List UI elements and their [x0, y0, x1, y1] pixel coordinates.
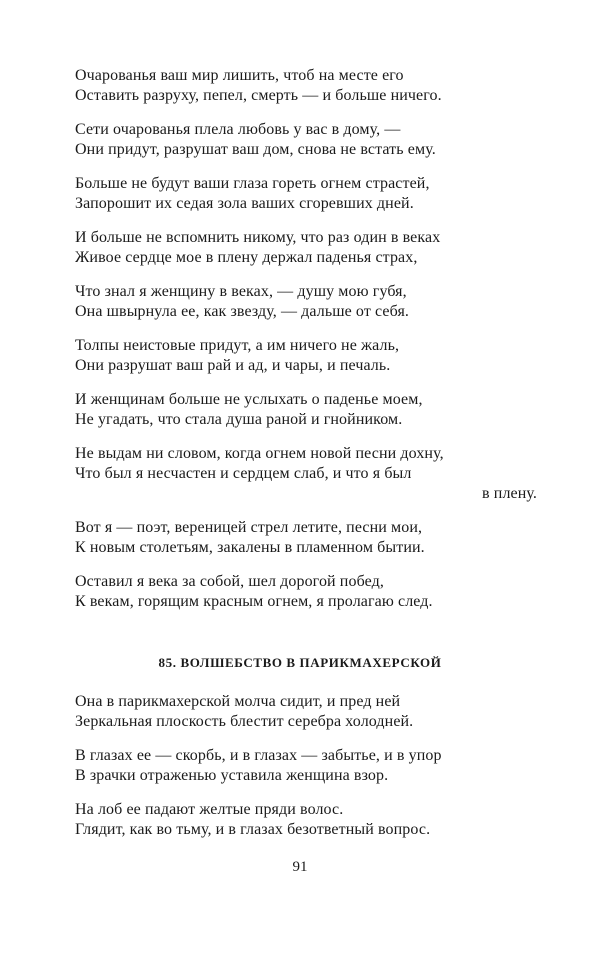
- verse-line: Вот я — поэт, вереницей стрел летите, песни мои,: [75, 519, 423, 536]
- next-poem: [75, 692, 545, 854]
- verse-line: Оставил я века за собой, шел дорогой побед,: [75, 573, 384, 590]
- stanza: [75, 174, 545, 214]
- stanza: [75, 746, 545, 786]
- stanza: [75, 66, 545, 106]
- stanza: [75, 390, 545, 430]
- verse-line: Она швырнула ее, как звезду, — дальше от себя.: [75, 303, 410, 320]
- verse-line: Глядит, как во тьму, и в глазах безответный вопрос.: [75, 821, 431, 838]
- verse-line: Очарованья ваш мир лишить, чтоб на месте его: [75, 67, 404, 84]
- stanza: [75, 336, 545, 376]
- stanza: [75, 800, 545, 840]
- poem-title: 85. ВОЛШЕБСТВО В ПАРИКМАХЕРСКОЙ: [158, 655, 442, 670]
- verse-line: Оставить разруху, пепел, смерть — и больше ничего.: [75, 87, 442, 104]
- verse-line: Не выдам ни словом, когда огнем новой песни дохну,: [75, 445, 444, 462]
- verse-line: И женщинам больше не услыхать о паденье моем,: [75, 391, 423, 408]
- verse-line: Толпы неистовые придут, а им ничего не жаль,: [75, 337, 400, 354]
- stanza: [75, 228, 545, 268]
- verse-line: Сети очарованья плела любовь у вас в дому, —: [75, 121, 401, 138]
- verse-line: Они придут, разрушат ваш дом, снова не встать ему.: [75, 141, 436, 158]
- verse-line: Не угадать, что стала душа раной и гнойником.: [75, 411, 403, 428]
- verse-line: И больше не вспомнить никому, что раз один в веках: [75, 229, 441, 246]
- stanza: [75, 518, 545, 558]
- verse-line: В глазах ее — скорбь, и в глазах — забытье, и в упор: [75, 747, 442, 764]
- stanza: [75, 120, 545, 160]
- stanza: [75, 572, 545, 612]
- verse-line: Больше не будут ваши глаза гореть огнем страстей,: [75, 175, 430, 192]
- verse-line: Что знал я женщину в веках, — душу мою губя,: [75, 283, 407, 300]
- verse-line: Что был я несчастен и сердцем слаб, и что я был: [75, 465, 412, 482]
- verse-line: К векам, горящим красным огнем, я пролагаю след.: [75, 593, 433, 610]
- stanza: [75, 444, 545, 504]
- page-number: 91: [292, 859, 308, 875]
- verse-line: Они разрушат ваш рай и ад, и чары, и печаль.: [75, 357, 391, 374]
- verse-line: Живое сердце мое в плену держал паденья страх,: [75, 249, 418, 266]
- verse-line: Она в парикмахерской молча сидит, и пред ней: [75, 693, 401, 710]
- verse-line: На лоб ее падают желтые пряди волос.: [75, 801, 344, 818]
- verse-line-continuation: в плену.: [482, 485, 537, 502]
- verse-line: К новым столетьям, закалены в пламенном бытии.: [75, 539, 425, 556]
- poem-continuation: [75, 66, 545, 626]
- verse-line: Запорошит их седая зола ваших сгоревших дней.: [75, 195, 414, 212]
- verse-line: В зрачки отраженью уставила женщина взор.: [75, 767, 389, 784]
- verse-line: Зеркальная плоскость блестит серебра холодней.: [75, 713, 414, 730]
- stanza: [75, 282, 545, 322]
- stanza: [75, 692, 545, 732]
